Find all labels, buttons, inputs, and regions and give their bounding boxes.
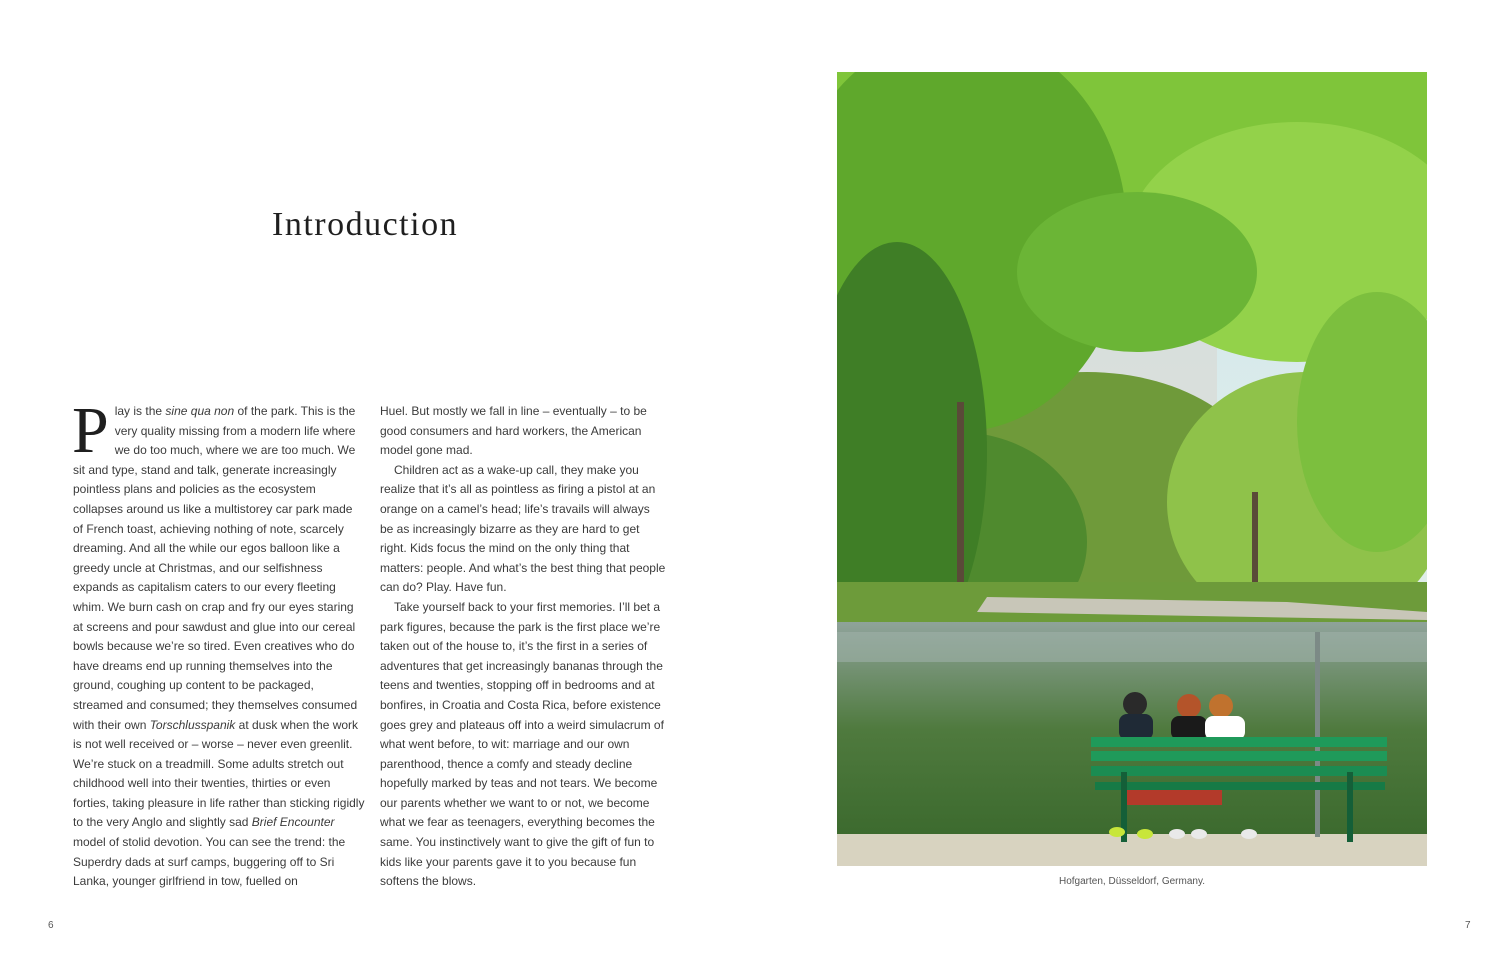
text-column-1 (72, 394, 365, 892)
text-run: at dusk when the work is not well received or – worse – never even greenlit. We’re stuck on a treadmill. Some adults stretch out childhood well into their twenties, thirties or even forties, taking pleasure in life rather than sticking rigidly to the very Anglo and slightly sad (73, 717, 365, 830)
text-run: of the park. This is the very quality missing from a modern life where we do too much, where we are too much. We sit and type, stand and talk, generate increasingly pointless plans and policies as the ecosystem collapses around us like a multistorey car park made of French toast, achieving nothing of note, scarcely dreaming. And all the while our egos balloon like a greedy uncle at Christmas, and our selfishness expands as capitalism caters to our every fleeting whim. We burn cash on crap and fry our eyes staring at screens and pour sawdust and glue into our cereal bowls because we’re so tired. Even creatives who do have dreams end up running themselves into the ground, coughing up content to be packaged, streamed and consumed; they themselves consumed with their own (73, 404, 358, 732)
paragraph: Take yourself back to your first memories. I’ll bet a park figures, because the park is the first place we’re taken out of the house to, it’s the first in a series of adventures that get increasingly bananas through the teens and twenties, stopping off in bedrooms and at bonfires, in Croatia and Costa Rica, before existence goes grey and plateaus off into a weird simulacrum of what went before, to wit: marriage and our own parenthood, thence a comfy and steady decline hopefully marked by teas and not tears. We become our parents whether we want to or not, we become what we fear as teenagers, everything becomes the same. You instinctively want to give the gift of fun to kids like your parents gave it to you because fun softens the blows. (380, 599, 664, 889)
page-number: 7 (1465, 920, 1471, 931)
italic-term: Brief Encounter (251, 815, 335, 830)
paragraph: Huel. But mostly we fall in line – eventually – to be good consumers and hard workers, the American model gone mad. (380, 404, 647, 458)
italic-term: sine qua non (165, 404, 235, 418)
paragraph (72, 394, 365, 892)
drop-cap: P (72, 394, 109, 467)
right-page (750, 0, 1500, 958)
text-run: lay is the (114, 404, 166, 418)
page-number: 6 (48, 920, 54, 931)
park-bench-photo (837, 72, 1427, 866)
paragraph: Children act as a wake-up call, they make you realize that it’s all as pointless as firing a pistol at an orange on a camel’s head; life’s travails will always be as increasingly bizarre as they are hard to get right. Kids focus the mind on the only thing that matters: people. And what’s the best thing that people can do? Play. Have fun. (380, 462, 666, 595)
text-run: model of stolid devotion. You can see the trend: the Superdry dads at surf camps, buggering off to Sri Lanka, younger girlfriend in tow, fuelled on (73, 835, 346, 889)
italic-term: Torschlusspanik (149, 717, 236, 732)
photo-caption: Hofgarten, Düsseldorf, Germany. (1059, 876, 1205, 887)
text-column-2 (380, 402, 666, 892)
chapter-title: Introduction (272, 206, 459, 243)
